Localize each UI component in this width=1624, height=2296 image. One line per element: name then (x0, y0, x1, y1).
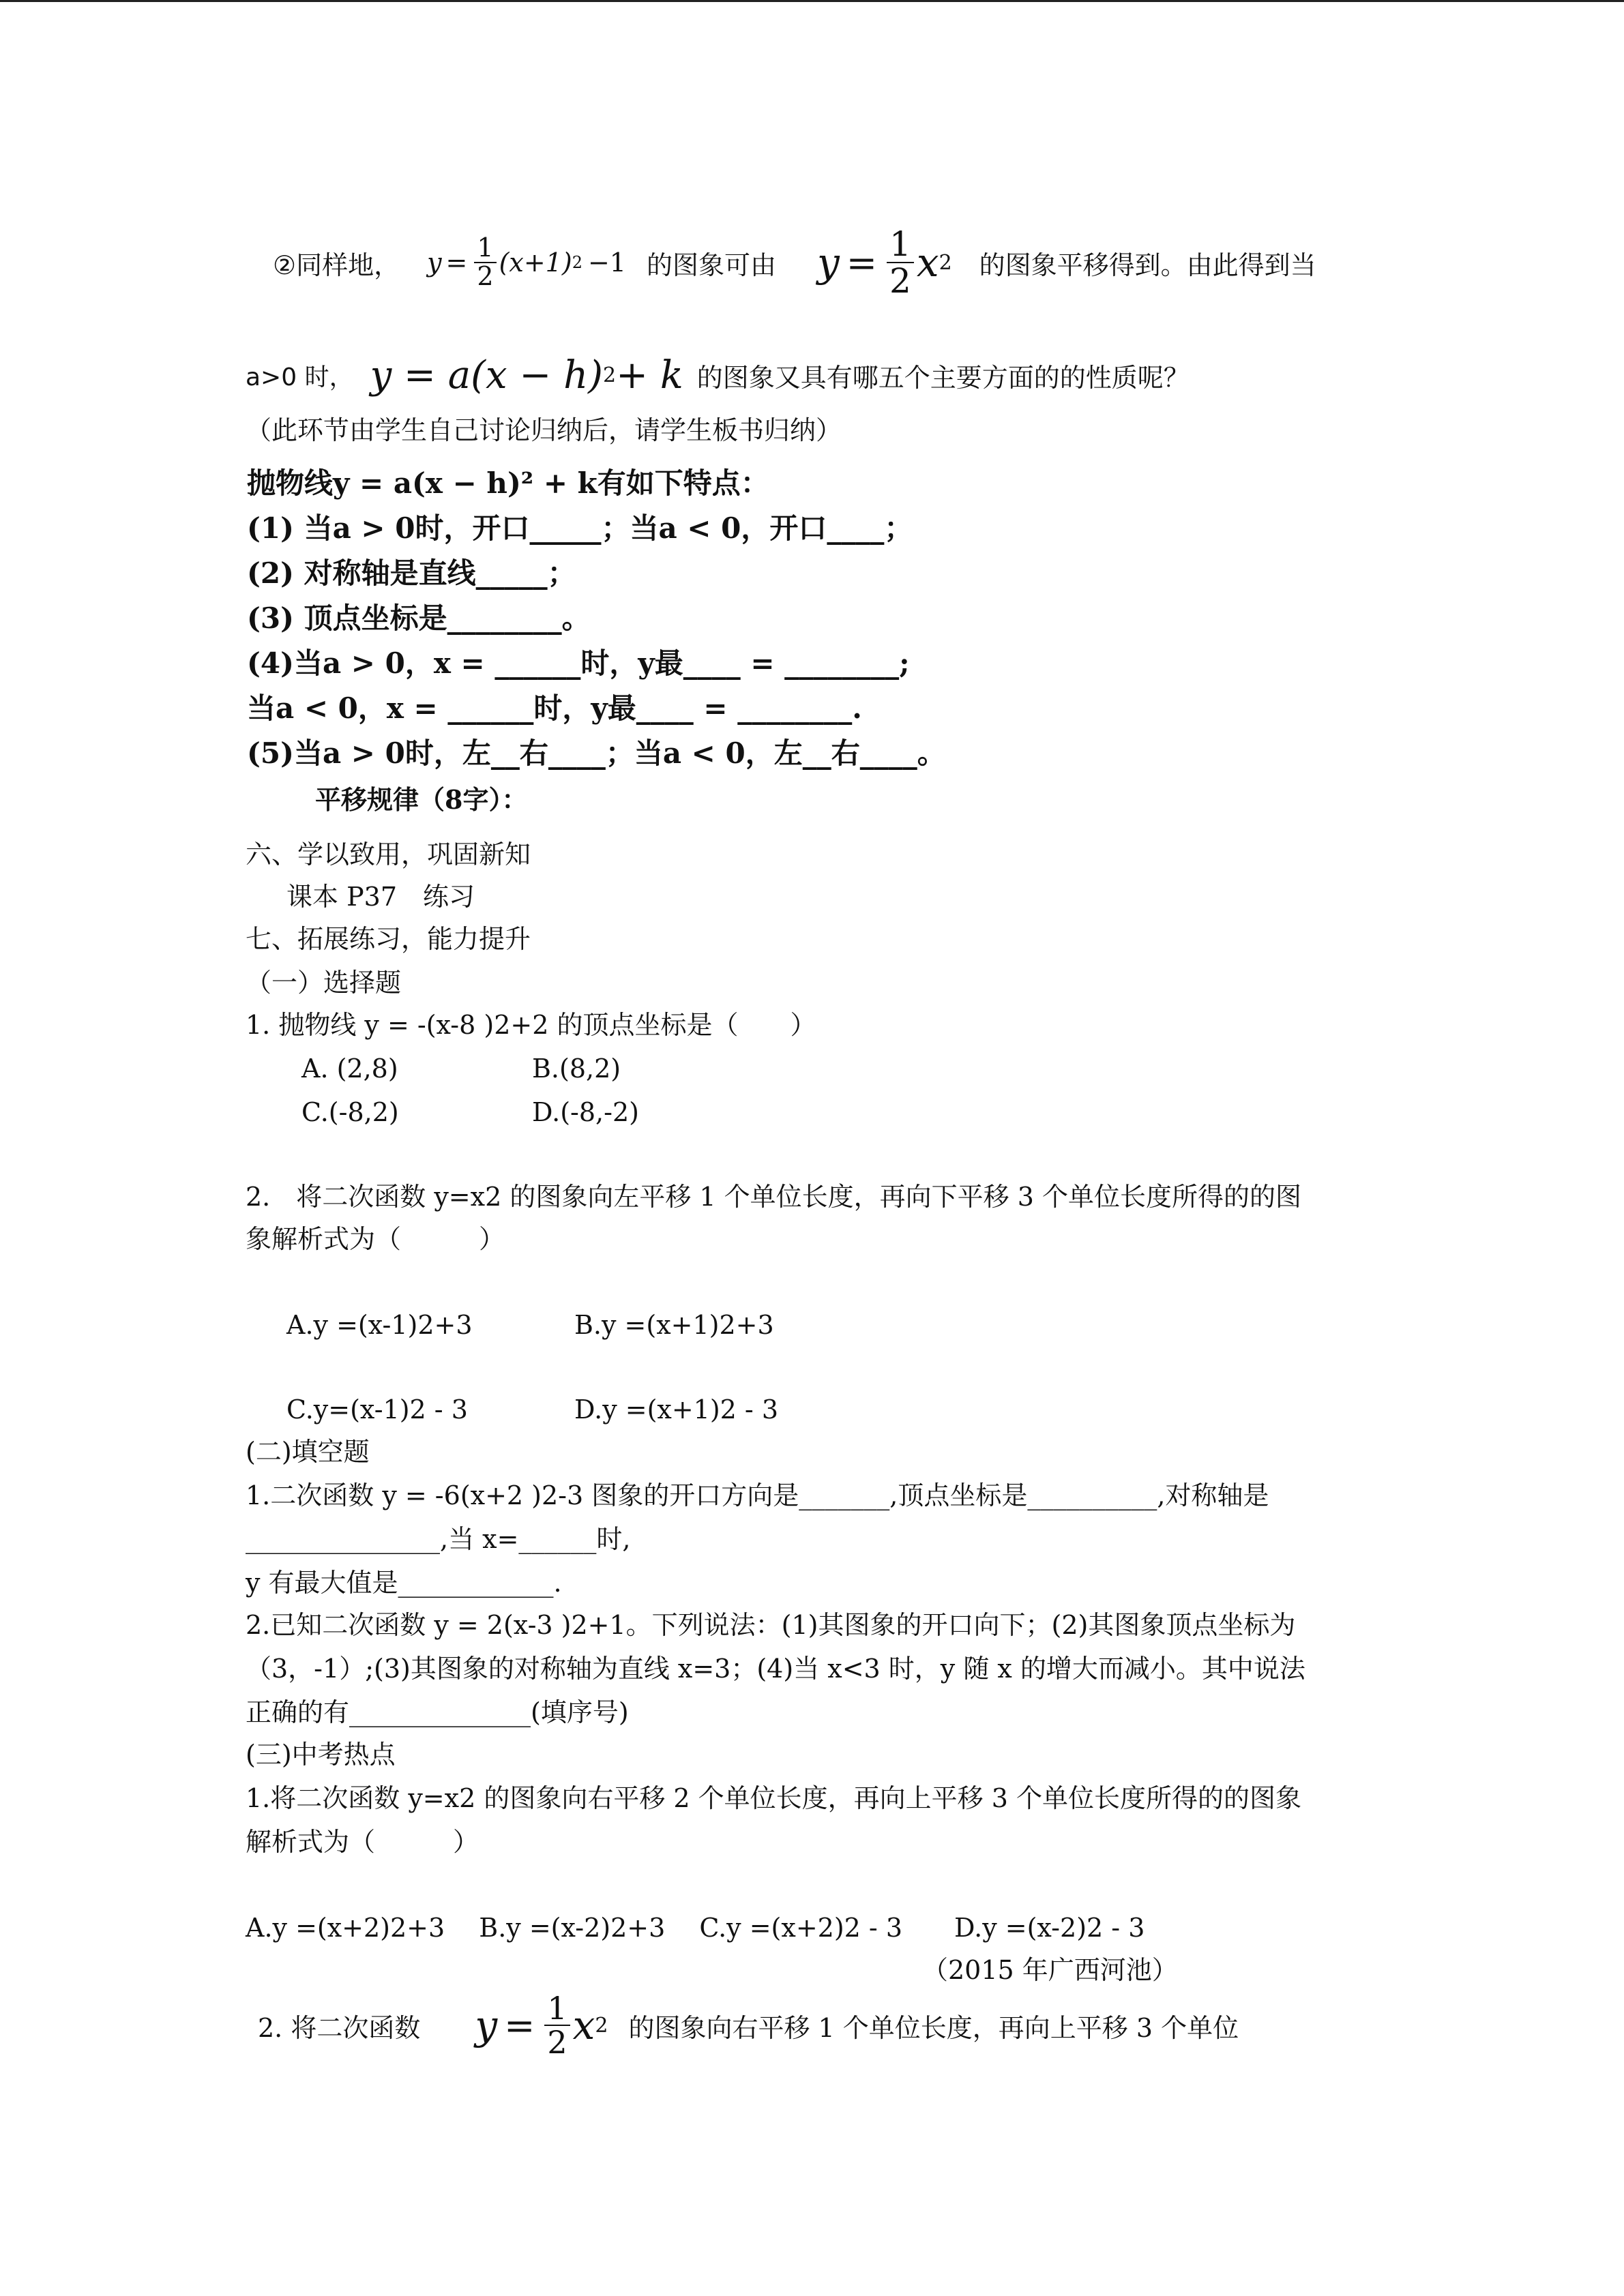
hot1-source: （2015 年广西河池） (922, 1955, 1178, 1985)
top-border (0, 0, 1624, 2)
fill1-line2: _______________,当 x=______时, (246, 1524, 631, 1554)
fill2-line3: 正确的有______________(填序号) (246, 1697, 629, 1727)
sec7-sub2: (二)填空题 (246, 1437, 370, 1467)
props-2: (2) 对称轴是直线_____； (247, 556, 576, 590)
formula1-prefix: ②同样地， (273, 250, 400, 280)
formula1-fraction2 (887, 226, 914, 299)
formula1-suffix: 的图象平移得到。由此得到当 (979, 250, 1316, 280)
q2-opt-a: A.y =(x-1)2+3 (286, 1310, 473, 1340)
sec7-q1: 1. 抛物线 y = -(x-8 )2+2 的顶点坐标是（ ） (246, 1010, 816, 1040)
fill2-line2: （3，-1）;(3)其图象的对称轴为直线 x=3；(4)当 x<3 时，y 随 x 的增大而减小。其中说法 (246, 1654, 1305, 1684)
note-text: （此环节由学生自己讨论归纳后，请学生板书归纳） (246, 415, 842, 445)
hot2-x: x (572, 2002, 595, 2048)
q2-opt-c: C.y=(x-1)2 - 3 (286, 1395, 468, 1425)
formula-line-2 (246, 351, 1190, 399)
hot2-num: 1 (544, 1992, 570, 2026)
formula1-y2: y (817, 239, 840, 286)
sec6-title: 六、学以致用，巩固新知 (246, 839, 531, 869)
hot2-fraction (544, 1989, 570, 2061)
sec6-item: 课本 P37 练习 (286, 882, 475, 912)
formula1-y: y (427, 248, 442, 278)
fill1-line3: y 有最大值是____________. (246, 1568, 562, 1598)
hot2-den: 2 (547, 2024, 567, 2061)
hot2-suffix: 的图象向右平移 1 个单位长度，再向上平移 3 个单位 (628, 2012, 1239, 2043)
fill2-line1: 2.已知二次函数 y = 2(x-3 )2+1。下列说法：(1)其图象的开口向下；(2)其图象顶点坐标为 (246, 1610, 1296, 1640)
props-5: (5)当a > 0时，左__右____；当a < 0，左__右____。 (247, 736, 946, 770)
formula1-num: 1 (474, 235, 496, 263)
formula1-x2: x (916, 239, 939, 286)
sec7-q2-line2: 象解析式为（ ） (246, 1224, 505, 1254)
formula1-sq: 2 (572, 253, 582, 272)
hot1-options: A.y =(x+2)2+3 B.y =(x-2)2+3 C.y =(x+2)2 - 3 D.y =(x-2)2 - 3 (246, 1913, 1145, 1943)
formula1-den2: 2 (889, 261, 911, 301)
hot1-line1: 1.将二次函数 y=x2 的图象向右平移 2 个单位长度，再向上平移 3 个单位长度所得的的图象 (246, 1783, 1302, 1813)
props-4b: 当a < 0，x = ______时，y最____ = ________. (247, 691, 862, 725)
formula2-sq: 2 (603, 363, 617, 387)
props-4: (4)当a > 0，x = ______时，y最____ = ________; (247, 646, 910, 680)
fill1-line1: 1.二次函数 y = -6(x+2 )2-3 图象的开口方向是_______,顶点坐标是__________,对称轴是 (246, 1480, 1269, 1510)
hot1-line2: 解析式为（ ） (246, 1827, 479, 1857)
q1-opt-d: D.(-8,-2) (532, 1097, 639, 1127)
formula1-sq2: 2 (939, 250, 952, 275)
q2-opt-d: D.y =(x+1)2 - 3 (574, 1395, 779, 1425)
hot2-line (258, 1991, 1239, 2059)
hot2-sq: 2 (595, 2013, 608, 2038)
formula-line-1 (273, 222, 1316, 303)
q1-opt-a: A. (2,8) (301, 1054, 398, 1084)
formula1-eq: = (445, 248, 468, 278)
formula2-tail: + k (616, 353, 683, 398)
sec7-sub3: (三)中考热点 (246, 1740, 396, 1770)
formula2-suffix: 的图象又具有哪五个主要方面的的性质呢？ (696, 362, 1190, 393)
formula1-eq2: = (846, 241, 878, 284)
props-title: 抛物线y = a(x − h)² + k有如下特点： (247, 466, 769, 500)
formula1-fraction (474, 235, 496, 290)
sec7-sub1: （一）选择题 (246, 968, 402, 998)
formula2-prefix: a>0 时， (246, 363, 354, 391)
q2-opt-b: B.y =(x+1)2+3 (574, 1310, 774, 1340)
props-3: (3) 顶点坐标是________。 (247, 601, 591, 635)
formula1-body: (x+1) (499, 248, 572, 278)
sec7-title: 七、拓展练习，能力提升 (246, 924, 531, 954)
hot2-eq: = (504, 2003, 535, 2047)
q1-opt-b: B.(8,2) (532, 1054, 621, 1084)
props-1: (1) 当a > 0时，开口_____；当a < 0，开口____； (247, 511, 913, 545)
formula1-num2: 1 (887, 226, 914, 264)
sec7-q2-line1: 2. 将二次函数 y=x2 的图象向左平移 1 个单位长度，再向下平移 3 个单位长度所得的的图 (246, 1182, 1302, 1212)
formula2-expr: y = a(x − h) (370, 353, 603, 398)
hot2-prefix: 2. 将二次函数 (258, 2012, 421, 2043)
formula1-den: 2 (477, 261, 494, 291)
formula1-mid: 的图象可由 (647, 250, 777, 280)
formula1-tail: −1 (587, 248, 626, 278)
props-rule: 平移规律（8字）： (315, 784, 528, 815)
q1-opt-c: C.(-8,2) (301, 1097, 399, 1127)
hot2-y: y (475, 2002, 498, 2048)
